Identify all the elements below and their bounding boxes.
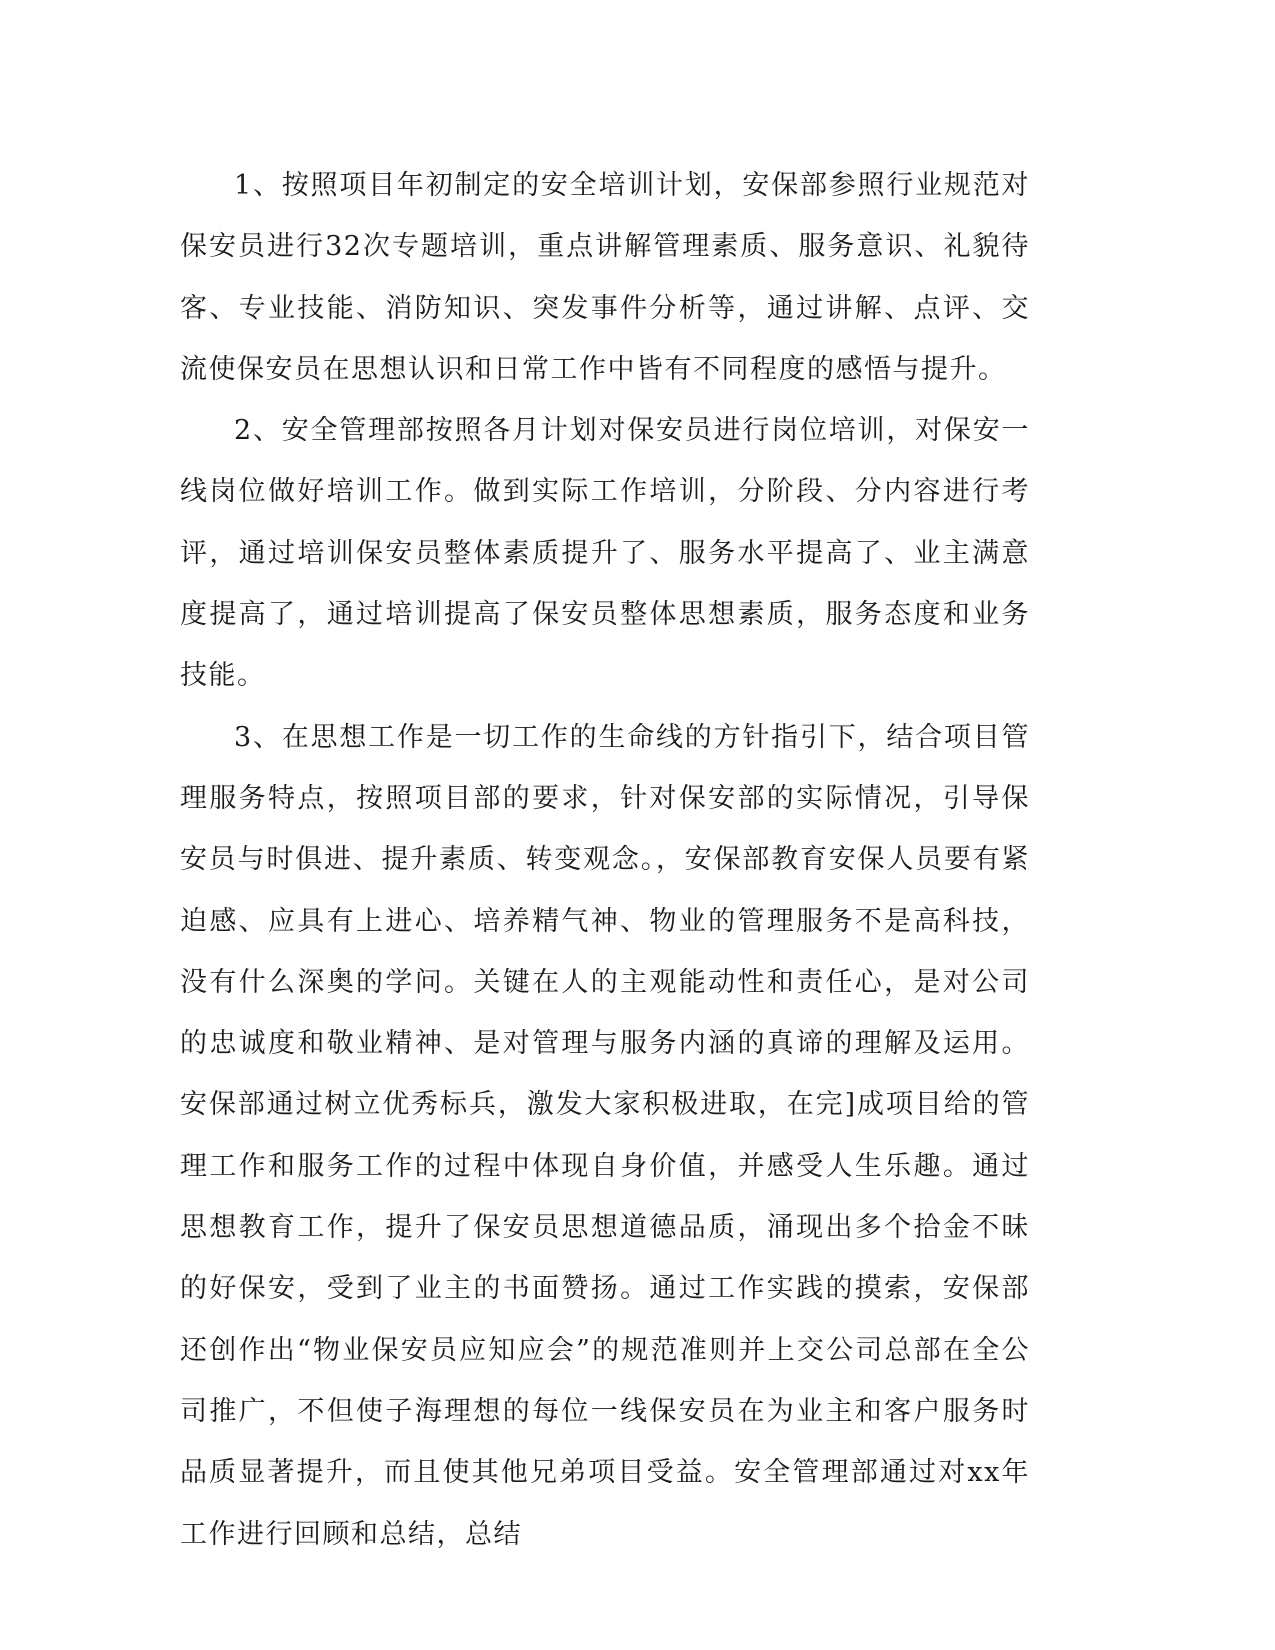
paragraph-post-training: 2、安全管理部按照各月计划对保安员进行岗位培训，对保安一线岗位做好培训工作。做到实际工作培训，分阶段、分内容进行考评，通过培训保安员整体素质提升了、服务水平提高了、业主满意度提高了，通过培训提高了保安员整体思想素质，服务态度和业务技能。 xyxy=(180,415,1030,692)
paragraph-training-plan: 1、按照项目年初制定的安全培训计划，安保部参照行业规范对保安员进行32次专题培训，重点讲解管理素质、服务意识、礼貌待客、专业技能、消防知识、突发事件分析等，通过讲解、点评、交流使保安员在思想认识和日常工作中皆有不同程度的感悟与提升。 xyxy=(180,170,1030,385)
paragraph-ideological-work: 3、在思想工作是一切工作的生命线的方针指引下，结合项目管理服务特点，按照项目部的要求，针对保安部的实际情况，引导保安员与时俱进、提升素质、转变观念。，安保部教育安保人员要有紧迫感、应具有上进心、培养精气神、物业的管理服务不是高科技，没有什么深奥的学问。关键在人的主观能动性和责任心，是对公司的忠诚度和敬业精神、是对管理与服务内涵的真谛的理解及运用。安保部通过树立优秀标兵，激发大家积极进取，在完]成项目给的管理工作和服务工作的过程中体现自身价值，并感受人生乐趣。通过思想教育工作，提升了保安员思想道德品质，涌现出多个拾金不昧的好保安，受到了业主的书面赞扬。通过工作实践的摸索，安保部还创作出“物业保安员应知应会”的规范准则并上交公司总部在全公司推广，不但使子海理想的每位一线保安员在为业主和客户服务时品质显著提升，而且使其他兄弟项目受益。安全管理部通过对xx年工作进行回顾和总结，总结 xyxy=(180,721,1030,1550)
document-body xyxy=(180,155,1030,1565)
